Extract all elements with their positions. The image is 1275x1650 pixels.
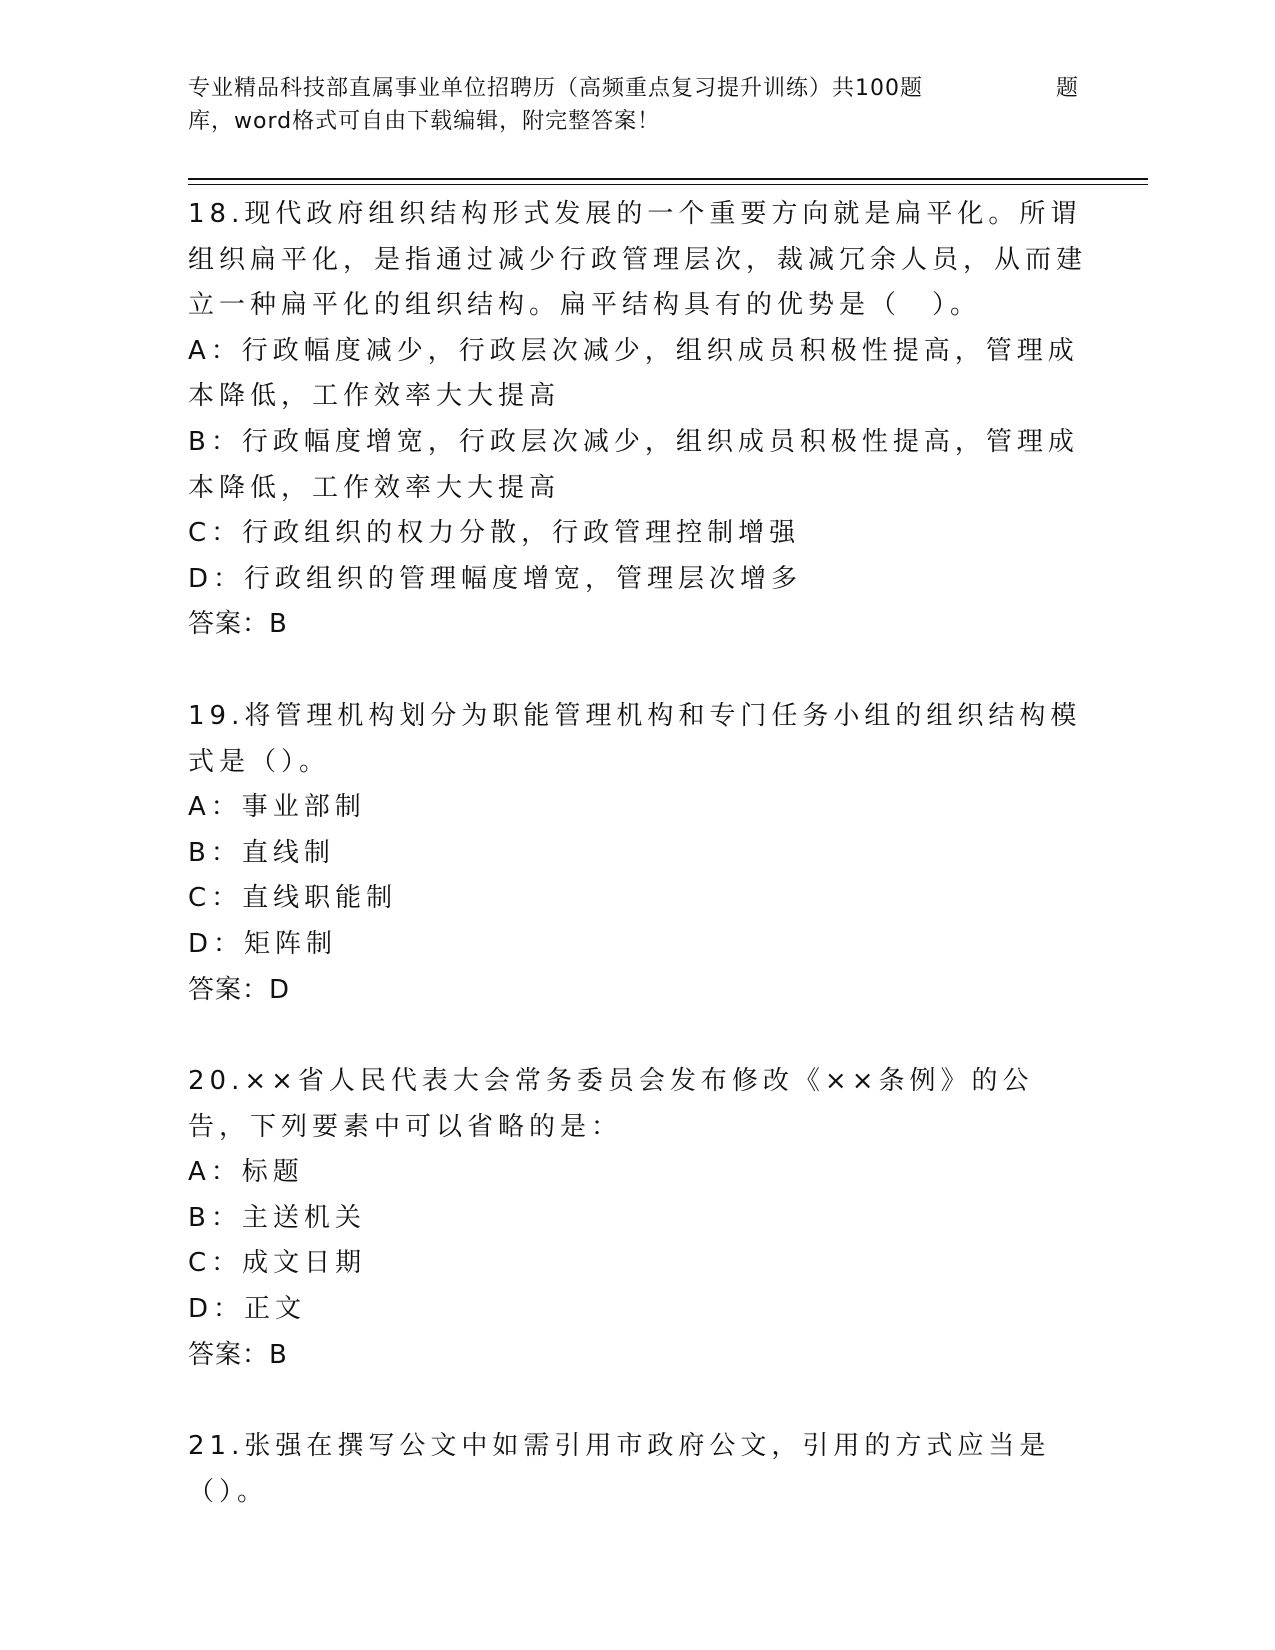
option-a: A：行政幅度减少，行政层次减少，组织成员积极性提高，管理成本降低，工作效率大大提高 xyxy=(188,335,1079,412)
answer: 答案：B xyxy=(188,609,288,640)
option-b: B：直线制 xyxy=(188,837,335,868)
answer: 答案：D xyxy=(188,974,291,1005)
question-stem: 20.××省人民代表大会常务委员会发布修改《××条例》的公告，下列要素中可以省略的是： xyxy=(188,1066,1034,1142)
question-stem: 18.现代政府组织结构形式发展的一个重要方向就是扁平化。所谓组织扁平化，是指通过减少行政管理层次，裁减冗余人员，从而建立一种扁平化的组织结构。扁平结构具有的优势是（ ）。 xyxy=(188,199,1088,321)
question-20 xyxy=(188,1059,1088,1378)
header-line-2: 库，word格式可自由下载编辑，附完整答案！ xyxy=(188,109,661,134)
option-a: A：标题 xyxy=(188,1157,304,1188)
option-c: C：直线职能制 xyxy=(188,883,398,914)
document-header xyxy=(188,72,1088,138)
option-b: B：行政幅度增宽，行政层次减少，组织成员积极性提高，管理成本降低，工作效率大大提高 xyxy=(188,426,1079,503)
question-list xyxy=(188,192,1088,1561)
option-a: A：事业部制 xyxy=(188,792,366,823)
option-b: B：主送机关 xyxy=(188,1202,366,1233)
question-19 xyxy=(188,694,1088,1013)
header-title: 专业精品科技部直属事业单位招聘历（高频重点复习提升训练）共100题 xyxy=(188,76,923,101)
header-divider-thick xyxy=(188,178,1148,180)
answer: 答案：B xyxy=(188,1339,288,1370)
option-c: C：行政组织的权力分散，行政管理控制增强 xyxy=(188,518,801,549)
option-d: D：正文 xyxy=(188,1294,307,1325)
header-line-1 xyxy=(188,72,1088,105)
option-d: D：行政组织的管理幅度增宽，管理层次增多 xyxy=(188,563,803,594)
question-18 xyxy=(188,192,1088,648)
question-stem: 21.张强在撰写公文中如需引用市政府公文，引用的方式应当是（）。 xyxy=(188,1431,1051,1507)
question-21 xyxy=(188,1424,1088,1515)
question-stem: 19.将管理机构划分为职能管理机构和专门任务小组的组织结构模式是（）。 xyxy=(188,700,1082,777)
header-title-tail: 题 xyxy=(1056,76,1080,101)
option-d: D：矩阵制 xyxy=(188,928,338,959)
option-c: C：成文日期 xyxy=(188,1248,367,1279)
header-divider-thin xyxy=(188,184,1148,185)
